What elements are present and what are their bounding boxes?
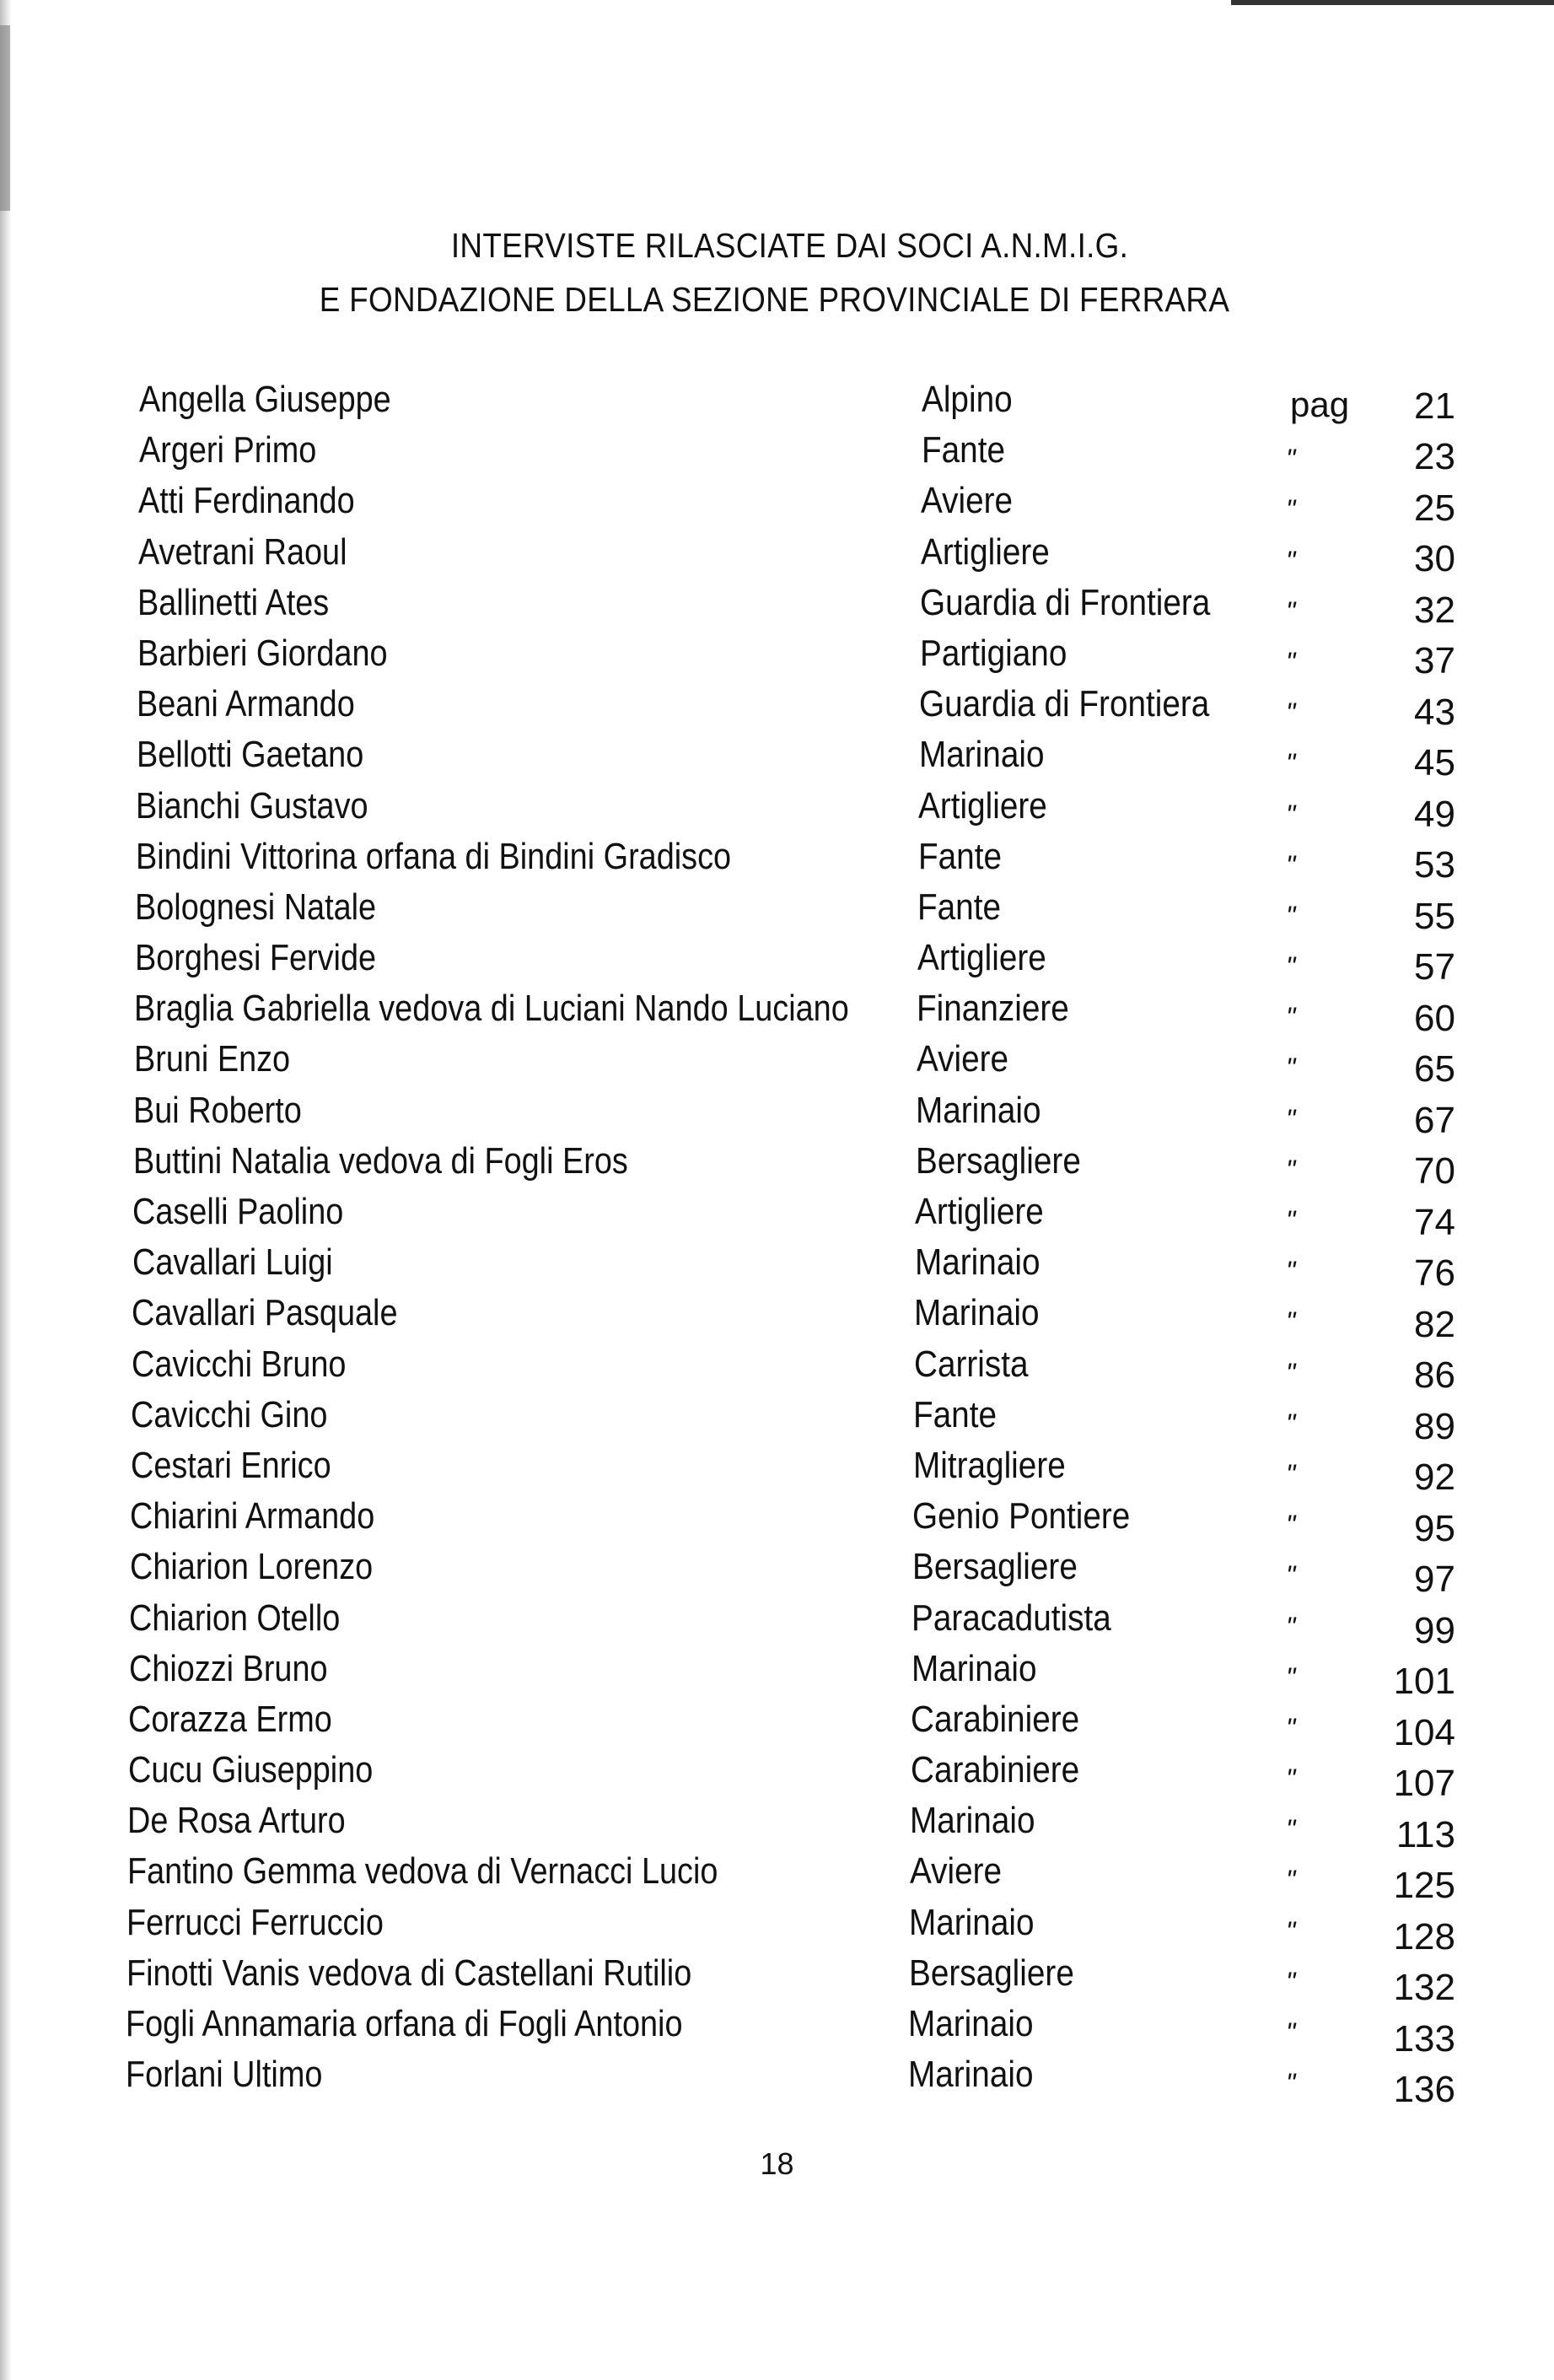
entry-role: Aviere [916, 1038, 1008, 1080]
entry-name: Chiarion Otello [129, 1597, 341, 1639]
entry-page-number: 70 [1414, 1150, 1455, 1193]
entry-page-number: 132 [1393, 1967, 1455, 2009]
entry-role: Genio Pontiere [912, 1495, 1131, 1537]
document-title-line-1: INTERVISTE RILASCIATE DAI SOCI A.N.M.I.G. [450, 226, 1129, 265]
entry-page-number: 76 [1414, 1252, 1455, 1295]
ditto-mark: " [1286, 1053, 1296, 1084]
entry-role: Marinaio [909, 1901, 1035, 1943]
entry-name: Cavicchi Gino [131, 1393, 328, 1435]
entry-name: Bolognesi Natale [135, 886, 377, 928]
index-entry [0, 1952, 1554, 2009]
entry-page-number: 86 [1414, 1354, 1455, 1397]
ditto-mark: " [1286, 1510, 1296, 1541]
entry-name: Buttini Natalia vedova di Fogli Eros [132, 1139, 628, 1182]
entry-name: Avetrani Raoul [137, 530, 347, 573]
ditto-mark: " [1286, 1661, 1296, 1693]
index-entry [0, 1089, 1554, 1139]
entry-role: Marinaio [908, 2003, 1034, 2044]
page-label: pag [1290, 385, 1350, 424]
entry-role: Fante [913, 1393, 997, 1435]
entry-name: Chiozzi Bruno [128, 1647, 328, 1689]
entry-page-number: 99 [1414, 1609, 1455, 1651]
index-entry [0, 936, 1554, 987]
entry-name: Finotti Vanis vedova di Castellani Rutilio [126, 1952, 692, 1994]
entry-name: Fantino Gemma vedova di Vernacci Lucio [126, 1850, 718, 1893]
ditto-mark: " [1286, 545, 1296, 576]
ditto-mark: " [1286, 1611, 1296, 1642]
entry-page-number: 92 [1414, 1457, 1455, 1499]
entry-name: Beani Armando [137, 683, 355, 725]
index-entry [0, 682, 1554, 733]
index-entry [0, 1597, 1554, 1651]
entry-page-number: 21 [1414, 385, 1455, 427]
entry-page-number: 25 [1414, 487, 1455, 529]
index-entry [0, 378, 1554, 428]
entry-name: Bruni Enzo [133, 1038, 290, 1080]
entry-name: Chiarion Lorenzo [129, 1546, 374, 1588]
ditto-mark: " [1286, 1763, 1296, 1795]
entry-name: Cestari Enrico [130, 1444, 331, 1486]
index-entry [0, 1647, 1554, 1703]
ditto-mark: " [1286, 494, 1296, 525]
entry-role: Bersagliere [911, 1546, 1078, 1588]
entry-name: Cavallari Pasquale [132, 1292, 398, 1334]
index-entry [0, 1748, 1554, 1805]
ditto-mark: " [1286, 1915, 1296, 1947]
index-entry [0, 581, 1554, 632]
entry-name: Chiarini Armando [130, 1495, 375, 1537]
entry-role: Aviere [909, 1850, 1002, 1893]
ditto-mark: " [1286, 1154, 1296, 1185]
index-entry [0, 733, 1554, 783]
entry-name: Barbieri Giordano [137, 632, 388, 674]
entry-name: Ferrucci Ferruccio [126, 1901, 384, 1943]
entry-page-number: 125 [1393, 1865, 1455, 1907]
index-entry [0, 530, 1554, 581]
entry-page-number: 107 [1393, 1763, 1455, 1805]
index-entry [0, 428, 1554, 479]
index-entry [0, 1850, 1554, 1907]
entry-name: Borghesi Fervide [134, 937, 376, 979]
ditto-mark: " [1286, 697, 1296, 729]
index-entry [0, 835, 1554, 886]
entry-role: Fante [917, 835, 1002, 877]
ditto-mark: " [1286, 1002, 1296, 1033]
ditto-mark: " [1286, 444, 1296, 475]
ditto-mark: " [1286, 1458, 1296, 1489]
index-entry [0, 479, 1554, 530]
entry-name: Cavicchi Bruno [131, 1343, 347, 1385]
index-entry [0, 1037, 1554, 1088]
entry-role: Bersagliere [915, 1139, 1081, 1182]
entry-page-number: 128 [1393, 1915, 1455, 1957]
entry-role: Marinaio [918, 734, 1045, 776]
entry-role: Aviere [921, 480, 1014, 522]
entry-role: Fante [917, 886, 1002, 928]
ditto-mark: " [1286, 951, 1296, 983]
entry-name: Ballinetti Ates [137, 581, 330, 623]
entry-page-number: 30 [1414, 538, 1455, 580]
index-entry [0, 987, 1554, 1037]
entry-name: Argeri Primo [138, 429, 316, 471]
entry-role: Artigliere [917, 937, 1046, 979]
entry-page-number: 23 [1414, 436, 1455, 478]
entry-page-number: 133 [1393, 2017, 1455, 2060]
ditto-mark: " [1286, 1408, 1296, 1439]
entry-role: Paracadutista [911, 1597, 1112, 1639]
index-entry [0, 1291, 1554, 1345]
entry-role: Marinaio [911, 1647, 1037, 1689]
entry-page-number: 67 [1414, 1099, 1455, 1141]
ditto-mark: " [1286, 595, 1296, 627]
ditto-mark: " [1286, 1865, 1296, 1896]
entry-page-number: 89 [1414, 1405, 1455, 1447]
entry-page-number: 43 [1414, 691, 1455, 733]
ditto-mark: " [1286, 1814, 1296, 1845]
ditto-mark: " [1286, 646, 1296, 677]
entry-role: Guardia di Frontiera [919, 683, 1210, 725]
entry-name: Forlani Ultimo [126, 2054, 323, 2096]
index-entry [0, 784, 1554, 835]
index-entry [0, 1494, 1554, 1549]
index-entry [0, 1444, 1554, 1499]
index-entry [0, 2053, 1554, 2111]
entry-role: Marinaio [910, 1800, 1035, 1842]
entry-page-number: 101 [1393, 1661, 1455, 1703]
index-entry [0, 2002, 1554, 2060]
entry-role: Marinaio [908, 2054, 1034, 2096]
ditto-mark: " [1286, 1205, 1296, 1236]
index-entry [0, 886, 1554, 936]
entry-role: Marinaio [914, 1241, 1040, 1284]
entry-name: Angella Giuseppe [139, 379, 391, 420]
ditto-mark: " [1286, 799, 1296, 830]
ditto-mark: " [1286, 1712, 1296, 1743]
entry-name: Fogli Annamaria orfana di Fogli Antonio [126, 2003, 683, 2044]
index-entry [0, 1545, 1554, 1601]
entry-page-number: 55 [1414, 895, 1455, 937]
ditto-mark: " [1286, 1306, 1296, 1338]
entry-name: Bianchi Gustavo [136, 784, 368, 827]
index-entry [0, 1698, 1554, 1753]
entry-name: Atti Ferdinando [138, 480, 355, 522]
entry-name: Bellotti Gaetano [136, 734, 363, 776]
ditto-mark: " [1286, 1103, 1296, 1134]
entry-page-number: 136 [1393, 2069, 1455, 2111]
entry-name: Cucu Giuseppino [127, 1749, 374, 1791]
entry-page-number: 113 [1395, 1813, 1455, 1855]
entry-role: Partigiano [919, 632, 1067, 674]
ditto-mark: " [1286, 1357, 1296, 1388]
entry-page-number: 97 [1414, 1559, 1455, 1601]
ditto-mark: " [1286, 849, 1296, 880]
entry-role: Carrista [913, 1343, 1029, 1385]
ditto-mark: " [1286, 2017, 1296, 2048]
entry-page-number: 60 [1414, 997, 1455, 1039]
entry-name: Caselli Paolino [132, 1191, 344, 1232]
entry-page-number: 45 [1414, 742, 1455, 784]
ditto-mark: " [1286, 900, 1296, 931]
entry-name: Braglia Gabriella vedova di Luciani Nando Luciano [134, 988, 849, 1030]
entry-page-number: 57 [1414, 946, 1455, 988]
entry-name: Bui Roberto [133, 1089, 303, 1131]
scan-artifact-line [1231, 0, 1554, 5]
entry-page-number: 95 [1414, 1507, 1455, 1549]
entry-name: Corazza Ermo [128, 1698, 333, 1740]
entry-role: Carabiniere [910, 1749, 1080, 1791]
index-entry [0, 1343, 1554, 1397]
entry-page-number: 32 [1414, 589, 1455, 631]
scan-artifact-mark [0, 25, 10, 211]
entry-role: Marinaio [916, 1089, 1041, 1131]
index-entry [0, 1190, 1554, 1241]
index-entry [0, 1139, 1554, 1193]
index-entry [0, 632, 1554, 682]
entry-role: Alpino [922, 379, 1013, 420]
index-entry [0, 1901, 1554, 1957]
index-entry [0, 1393, 1554, 1447]
entry-role: Bersagliere [908, 1952, 1074, 1994]
index-entry [0, 1241, 1554, 1295]
entry-name: Bindini Vittorina orfana di Bindini Gradisco [135, 835, 731, 877]
entry-page-number: 53 [1414, 844, 1455, 886]
page-number: 18 [760, 2146, 794, 2181]
entry-name: Cavallari Luigi [132, 1241, 333, 1284]
ditto-mark: " [1286, 1560, 1296, 1591]
entry-page-number: 82 [1414, 1303, 1455, 1345]
entry-role: Guardia di Frontiera [920, 581, 1211, 623]
entry-role: Artigliere [920, 530, 1050, 573]
entry-role: Fante [921, 429, 1005, 471]
entry-role: Marinaio [914, 1292, 1040, 1334]
entry-page-number: 104 [1393, 1711, 1455, 1753]
document-title-line-2: E FONDAZIONE DELLA SEZIONE PROVINCIALE DI FERRARA [319, 280, 1230, 319]
entry-role: Finanziere [917, 988, 1069, 1030]
ditto-mark: " [1286, 1966, 1296, 1997]
entry-role: Mitragliere [912, 1444, 1066, 1486]
entry-page-number: 49 [1414, 793, 1455, 835]
ditto-mark: " [1286, 1256, 1296, 1287]
ditto-mark: " [1286, 2068, 1296, 2099]
index-entry [0, 1799, 1554, 1855]
entry-page-number: 74 [1414, 1201, 1455, 1243]
interview-index-list [0, 378, 1554, 2111]
entry-page-number: 65 [1414, 1048, 1455, 1090]
entry-page-number: 37 [1414, 640, 1455, 682]
entry-role: Carabiniere [911, 1698, 1080, 1740]
entry-role: Artigliere [918, 784, 1047, 827]
ditto-mark: " [1286, 748, 1296, 779]
entry-name: De Rosa Arturo [127, 1800, 347, 1842]
entry-role: Artigliere [915, 1191, 1045, 1232]
